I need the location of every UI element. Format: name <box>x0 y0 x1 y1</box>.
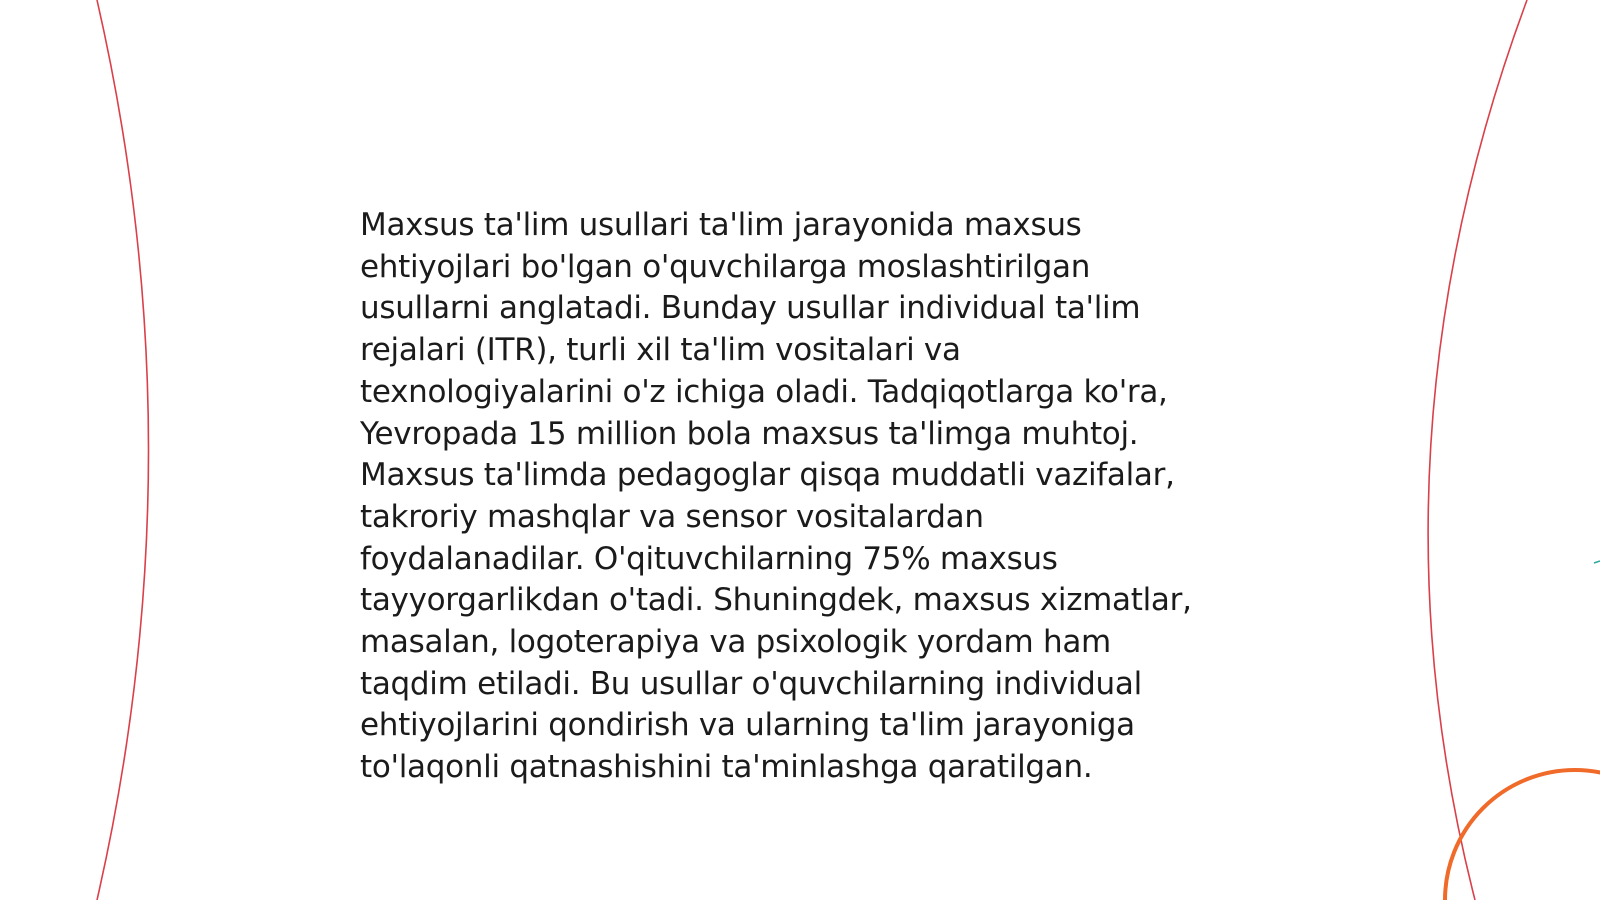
paragraph-line-6: Yevropada 15 million bola maxsus ta'limga muhtoj. <box>360 415 1139 452</box>
paragraph-line-11: masalan, logoterapiya va psixologik yordam ham <box>360 624 1111 661</box>
paragraph-line-8: takroriy mashqlar va sensor vositalardan <box>360 498 984 535</box>
paragraph-line-1: Maxsus ta'lim usullari ta'lim jarayonida maxsus <box>360 207 1082 243</box>
paragraph-line-9: foydalanadilar. O'qituvchilarning 75% maxsus <box>360 540 1058 577</box>
right-arc-line <box>1428 0 1527 900</box>
paragraph-line-3: usullarni anglatadi. Bunday usullar individual ta'lim <box>360 290 1141 327</box>
paragraph-line-13: ehtiyojlarini qondirish va ularning ta'lim jarayoniga <box>360 707 1135 744</box>
left-arc-line <box>97 0 149 900</box>
paragraph-line-7: Maxsus ta'limda pedagoglar qisqa muddatli vazifalar, <box>360 457 1175 494</box>
teal-tick-mark <box>1594 561 1600 563</box>
paragraph-line-5: texnologiyalarini o'z ichiga oladi. Tadqiqotlarga ko'ra, <box>360 373 1168 410</box>
body-paragraph <box>360 205 1260 789</box>
paragraph-line-4: rejalari (ITR), turli xil ta'lim vositalari va <box>360 332 961 369</box>
paragraph-line-12: taqdim etiladi. Bu usullar o'quvchilarning individual <box>360 665 1142 702</box>
paragraph-line-2: ehtiyojlari bo'lgan o'quvchilarga moslashtirilgan <box>360 248 1091 285</box>
paragraph-line-10: tayyorgarlikdan o'tadi. Shuningdek, maxsus xizmatlar, <box>360 582 1192 619</box>
orange-circle-outline <box>1445 770 1600 900</box>
paragraph-line-14: to'laqonli qatnashishini ta'minlashga qaratilgan. <box>360 749 1093 786</box>
